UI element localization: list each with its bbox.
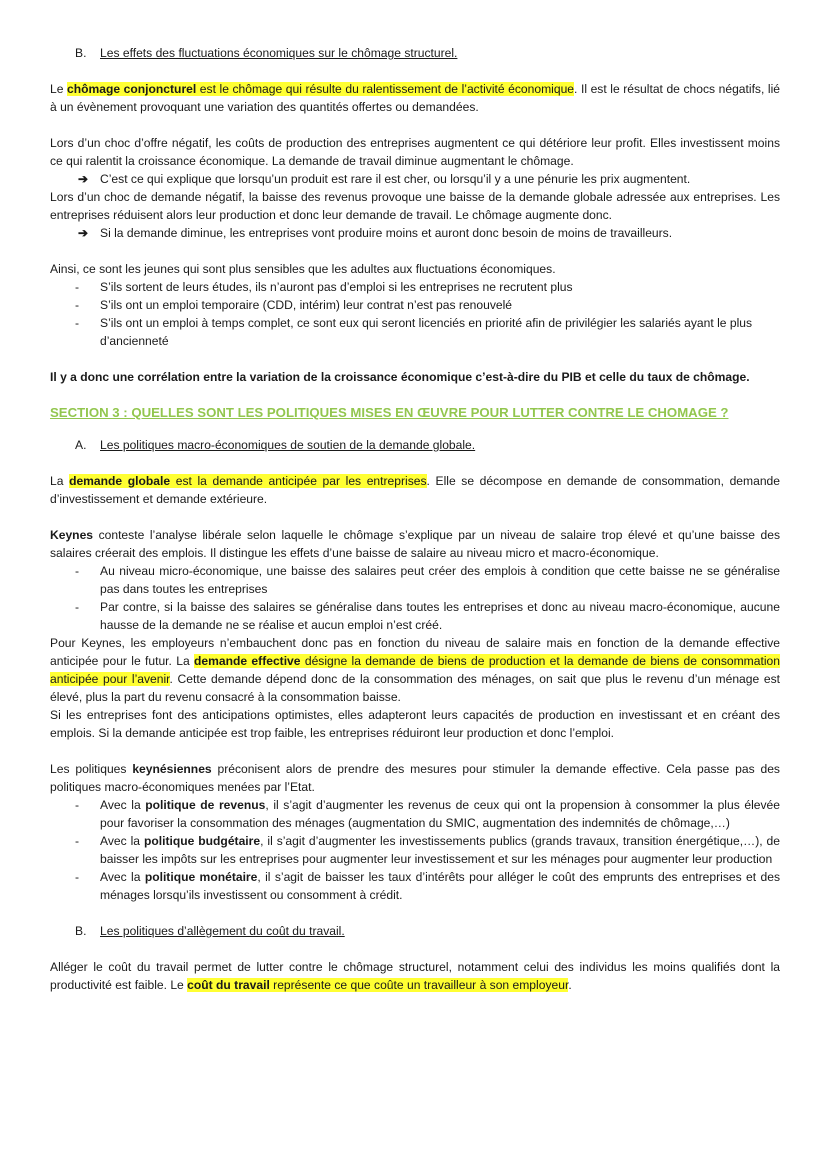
paragraph-choc-demande: Lors d’un choc de demande négatif, la baisse des revenus provoque une baisse de la demande globale adressée aux entreprises. Les entreprises réduisent alors leur production et donc leur demande de travail. Le chômage augmente donc. xyxy=(50,190,780,222)
list-item: - S’ils sortent de leurs études, ils n’auront pas d’emploi si les entreprises ne recrutent plus xyxy=(75,280,573,294)
list-item: - Avec la politique monétaire, il s’agit de baisser les taux d’intérêts pour alléger le coût des emprunts des entreprises et des ménages lorsqu’ils investissent ou consomment à crédit. xyxy=(75,870,780,902)
paragraph-politiques-keynesiennes: Les politiques keynésiennes préconisent alors de prendre des mesures pour stimuler la demande effective. Cela passe pas des politiques macro-économiques menées par l’Etat. xyxy=(50,762,780,794)
paragraph-chomage-conjoncturel: Le chômage conjoncturel est le chômage qui résulte du ralentissement de l’activité économique. Il est le résultat de chocs négatifs, lié à un évènement provoquant une variation des quantités offertes ou demandées. xyxy=(50,82,781,114)
paragraph-cout-travail: Alléger le coût du travail permet de lutter contre le chômage structurel, notamment celui des individus les moins qualifiés dont la productivité est faible. Le coût du travail représente ce que coûte un travailleur à son employeur. xyxy=(50,960,780,992)
subsection-heading-b-allegement: B. Les politiques d’allègement du coût du travail. xyxy=(75,924,345,938)
list-item: - Avec la politique de revenus, il s’agit d’augmenter les revenus de ceux qui ont la propension à consommer la plus élevée pour favoriser la consommation des ménages (augmentation du SMIC, augmentation des indemnités de chômage,…) xyxy=(75,798,780,830)
highlight-term: demande globale est la demande anticipée par les entreprises xyxy=(69,474,427,488)
subsection-heading-b-effets xyxy=(50,44,780,62)
section-3-title: SECTION 3 : QUELLES SONT LES POLITIQUES MISES EN ŒUVRE POUR LUTTER CONTRE LE CHOMAGE ? xyxy=(50,405,729,420)
list-item: - S’ils ont un emploi à temps complet, ce sont eux qui seront licenciés en priorité afin de privilégier les salariés ayant le plus d’ancienneté xyxy=(75,316,753,348)
paragraph-anticipations: Si les entreprises font des anticipations optimistes, elles adapteront leurs capacités de production en investissant et en créant des emplois. Si la demande anticipée est trop faible, les entreprises réduiront leur production et donc l’emploi. xyxy=(50,708,780,740)
subsection-title: Les effets des fluctuations économiques sur le chômage structurel. xyxy=(100,46,458,60)
paragraph-jeunes: Ainsi, ce sont les jeunes qui sont plus sensibles que les adultes aux fluctuations économiques. xyxy=(50,262,556,276)
paragraph-demande-globale: La demande globale est la demande anticipée par les entreprises. Elle se décompose en demande de consommation, demande d’investissement et demande extérieure. xyxy=(50,474,780,506)
arrow-right-icon: ➔ xyxy=(78,172,89,186)
list-item: - S’ils ont un emploi temporaire (CDD, intérim) leur contrat n’est pas renouvelé xyxy=(75,298,513,312)
list-item: - Au niveau micro-économique, une baisse des salaires peut créer des emplois à condition que cette baisse ne se généralise pas dans toutes les entreprises xyxy=(75,564,780,596)
paragraph-keynes: Keynes conteste l’analyse libérale selon laquelle le chômage s’explique par un niveau de salaire trop élevé et qu’une baisse des salaires créerait des emplois. Il distingue les effets d’une baisse de salaire au niveau micro et macro-économique. xyxy=(50,528,780,560)
subsection-heading-a: A. Les politiques macro-économiques de soutien de la demande globale. xyxy=(75,438,476,452)
subsection-letter: B. xyxy=(75,46,87,60)
conclusion-correlation: Il y a donc une corrélation entre la variation de la croissance économique c’est-à-dire du PIB et celle du taux de chômage. xyxy=(50,370,750,384)
paragraph-demande-effective: Pour Keynes, les employeurs n’embauchent donc pas en fonction du niveau de salaire mais en fonction de la demande effective anticipée pour le futur. La demande effective désigne la demande de biens de production et la demande de biens de consommation anticipée pour l’avenir. Cette demande dépend donc de la consommation des ménages, on sait que plus le revenu d’un ménage est élevé, plus la part du revenu consacré à la consommation baisse. xyxy=(50,636,781,704)
arrow-right-icon: ➔ xyxy=(78,226,89,240)
arrow-point-1: ➔ C’est ce qui explique que lorsqu’un produit est rare il est cher, ou lorsqu’il y a une pénurie les prix augmentent. xyxy=(78,172,691,186)
document-page xyxy=(50,44,780,994)
paragraph-choc-offre: Lors d’un choc d’offre négatif, les coûts de production des entreprises augmentent ce qui détériore leur profit. Elles investissent moins ce qui ralentit la croissance économique. La demande de travail diminue augmentant le chômage. xyxy=(50,136,780,168)
list-item: - Par contre, si la baisse des salaires se généralise dans toutes les entreprises et donc au niveau macro-économique, aucune hausse de la demande ne se réalise et aucun emploi n’est créé. xyxy=(75,600,780,632)
highlight-term: coût du travail représente ce que coûte un travailleur à son employeur xyxy=(187,978,569,992)
arrow-point-2: ➔ Si la demande diminue, les entreprises vont produire moins et auront donc besoin de moins de travailleurs. xyxy=(78,226,673,240)
list-item: - Avec la politique budgétaire, il s’agit d’augmenter les investissements publics (grands travaux, transition énergétique,…), de baisser les impôts sur les entreprises pour augmenter leur investissement et sur les ménages pour augmenter leur production xyxy=(75,834,780,866)
highlight-term: chômage conjoncturel est le chômage qui résulte du ralentissement de l’activité économique xyxy=(67,82,575,96)
highlight-term: demande effective désigne la demande de biens de production et la demande de biens de consommation anticipée pour l’avenir xyxy=(50,654,780,686)
